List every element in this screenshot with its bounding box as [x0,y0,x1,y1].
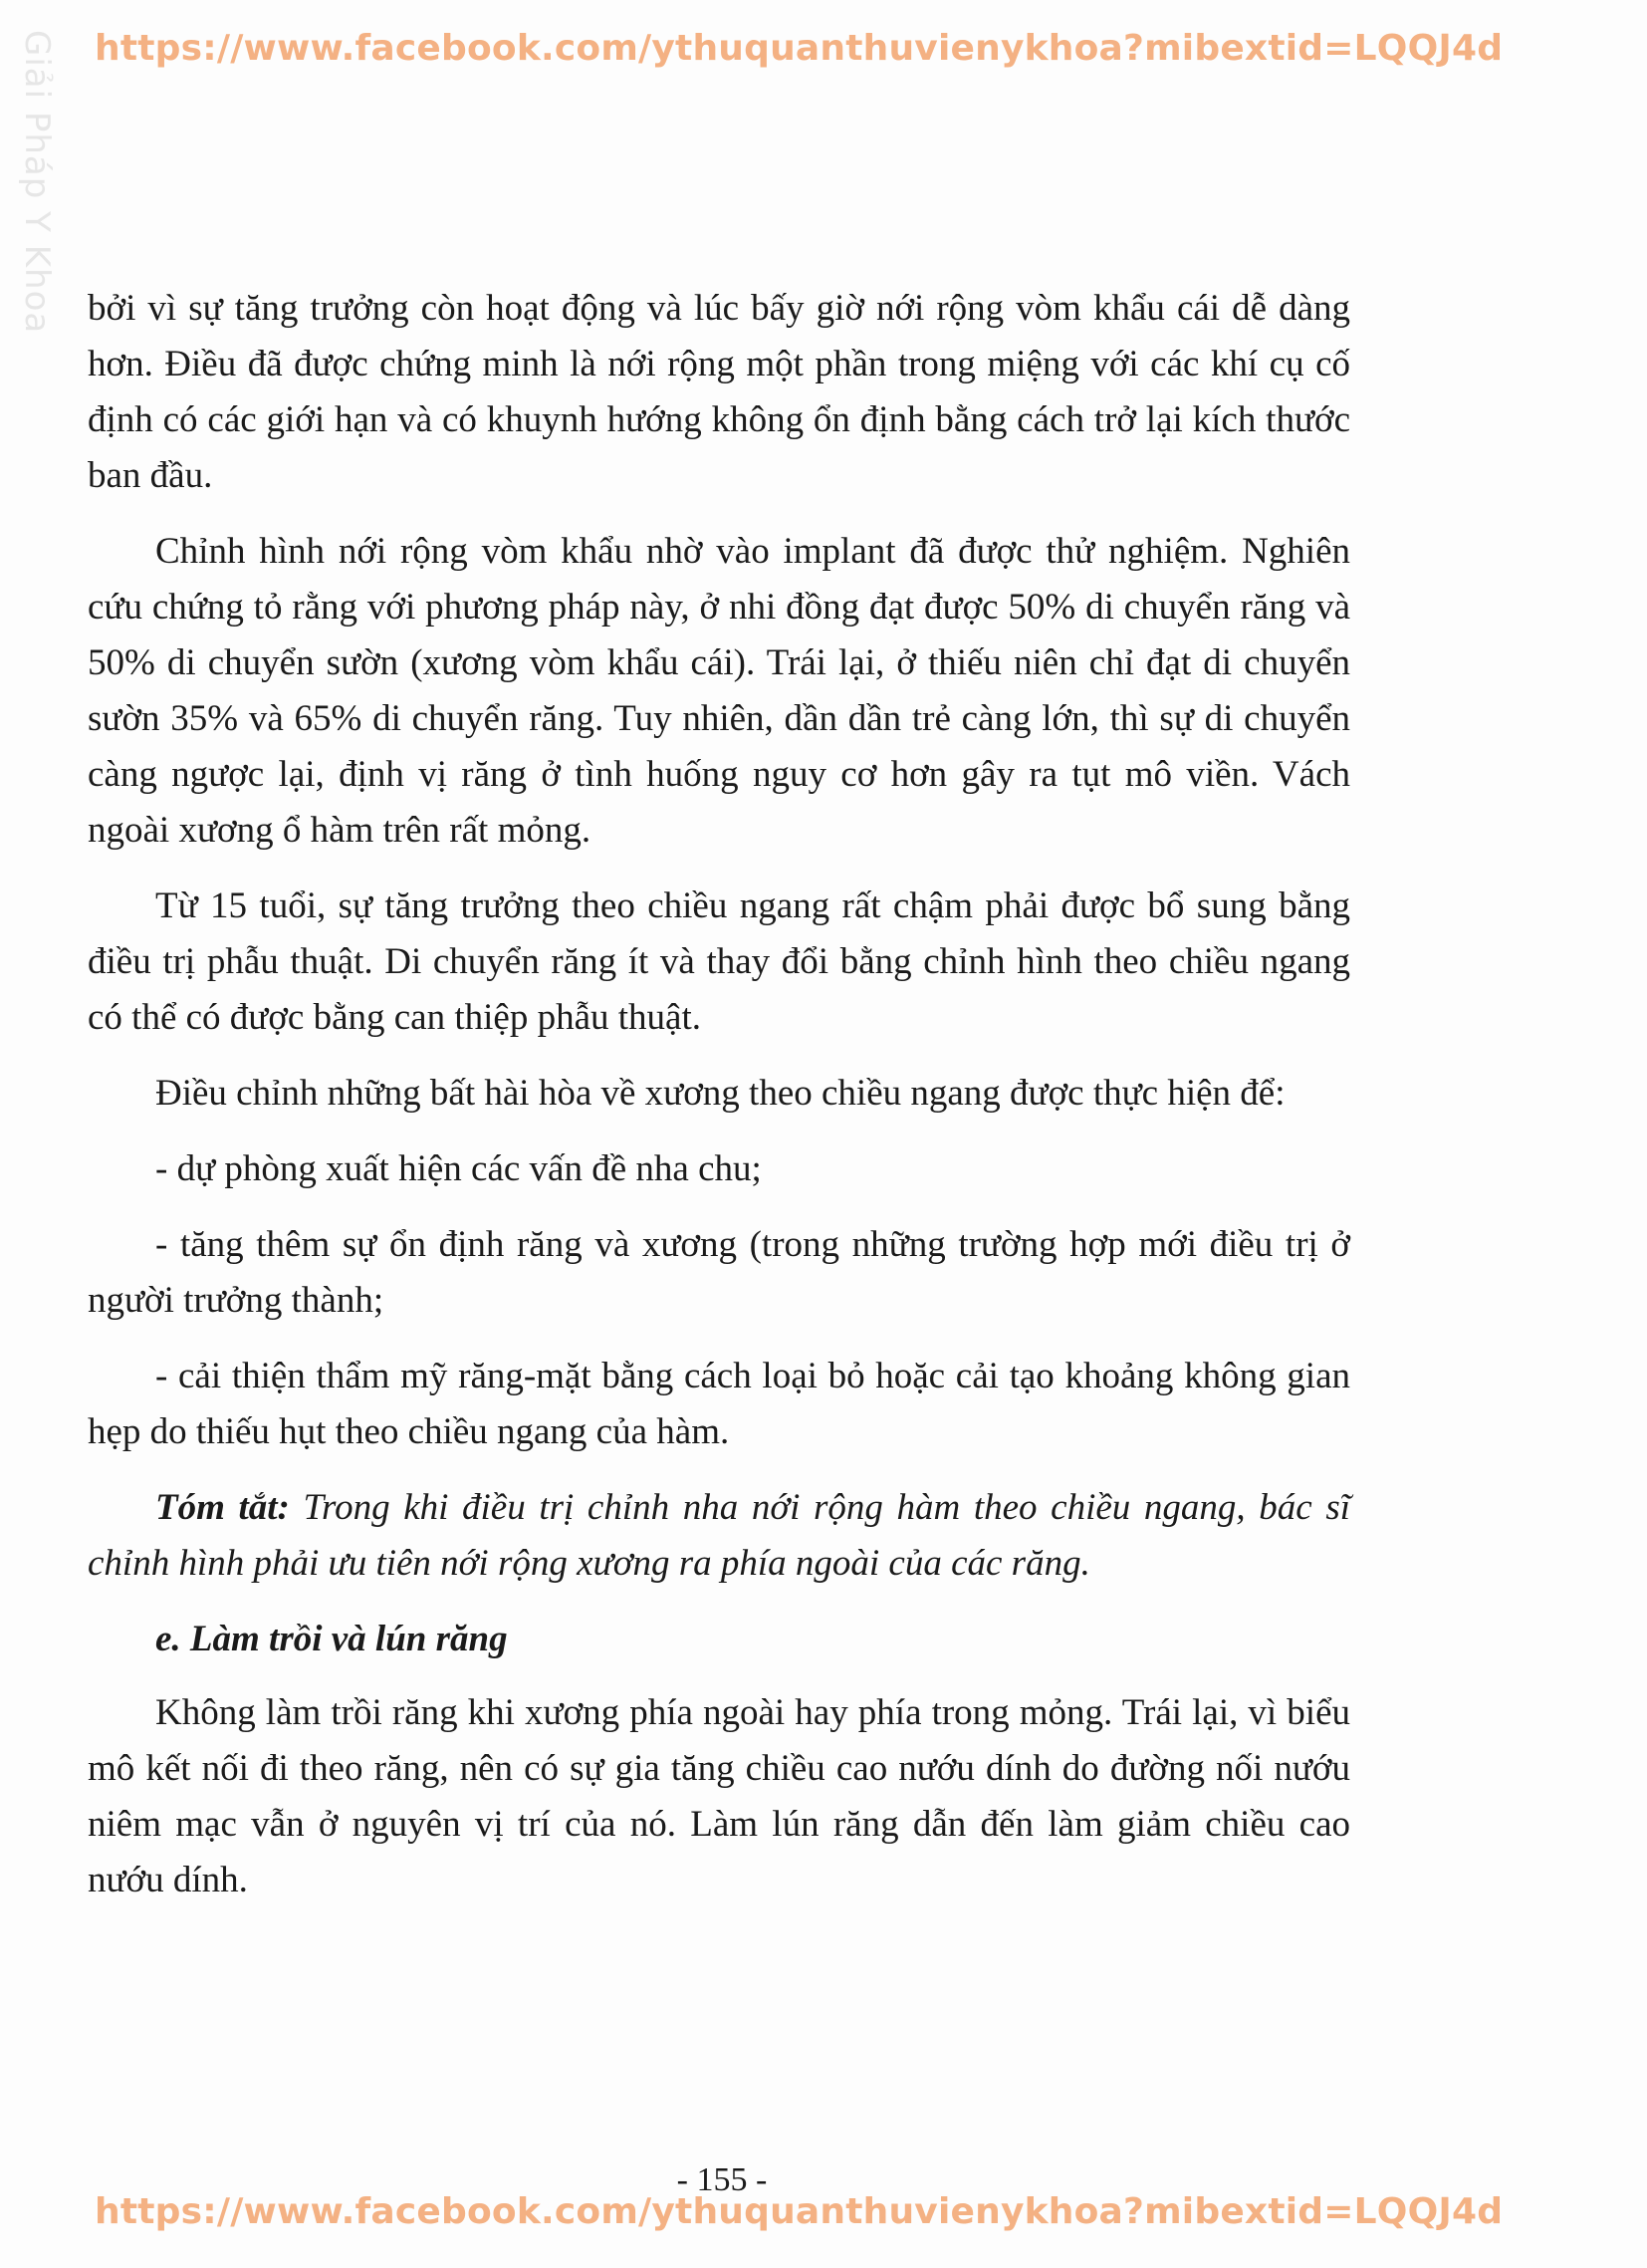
side-watermark-text: Giải Pháp Y Khoa [17,30,57,335]
paragraph-age-15: Từ 15 tuổi, sự tăng trưởng theo chiều ngang rất chậm phải được bổ sung bằng điều trị phẫu thuật. Di chuyển răng ít và thay đổi bằng chỉnh hình theo chiều ngang có thể có được bằng can thiệp phẫu thuật. [88,885,1350,1038]
list-item-periodontal: - dự phòng xuất hiện các vấn đề nha chu; [155,1148,762,1189]
paragraph-implant: Chỉnh hình nới rộng vòm khẩu nhờ vào implant đã được thử nghiệm. Nghiên cứu chứng tỏ rằng với phương pháp này, ở nhi đồng đạt được 50% di chuyển răng và 50% di chuyển sườn (xương vòm khẩu cái). Trái lại, ở thiếu niên chỉ đạt di chuyển sườn 35% và 65% di chuyển răng. Tuy nhiên, dần dần trẻ càng lớn, thì sự di chuyển càng ngược lại, định vị răng ở tình huống nguy cơ hơn gây ra tụt mô viền. Vách ngoài xương ổ hàm trên rất mỏng. [88,531,1350,851]
body-text [88,281,1350,1928]
summary-lead: Tóm tắt: [155,1487,290,1528]
section-heading: e. Làm trồi và lún răng [155,1619,508,1659]
section-paragraph: Không làm trồi răng khi xương phía ngoài hay phía trong mỏng. Trái lại, vì biểu mô kết nối đi theo răng, nên có sự gia tăng chiều cao nướu dính do đường nối nướu niêm mạc vẫn ở nguyên vị trí của nó. Làm lún răng dẫn đến làm giảm chiều cao nướu dính. [88,1692,1350,1900]
list-item-aesthetics: - cải thiện thẩm mỹ răng-mặt bằng cách loại bỏ hoặc cải tạo khoảng không gian hẹp do thiếu hụt theo chiều ngang của hàm. [88,1356,1350,1452]
page-number: - 155 - [676,2161,768,2198]
side-watermark [12,30,62,349]
paragraph-continuation: bởi vì sự tăng trưởng còn hoạt động và lúc bấy giờ nới rộng vòm khẩu cái dễ dàng hơn. Điều đã được chứng minh là nới rộng một phần trong miệng với các khí cụ cố định có các giới hạn và có khuynh hướng không ổn định bằng cách trở lại kích thước ban đầu. [88,288,1350,496]
summary-paragraph [88,1480,1350,1592]
paragraph-correction-intro: Điều chỉnh những bất hài hòa về xương theo chiều ngang được thực hiện để: [155,1073,1286,1114]
watermark-url-top: https://www.facebook.com/ythuquanthuvienykhoa?mibextid=LQQJ4d [95,28,1504,69]
watermark-url-bottom: https://www.facebook.com/ythuquanthuvienykhoa?mibextid=LQQJ4d [95,2191,1504,2232]
summary-text: Trong khi điều trị chỉnh nha nới rộng hàm theo chiều ngang, bác sĩ chỉnh hình phải ưu tiên nới rộng xương ra phía ngoài của các răng. [88,1487,1351,1584]
list-item-stability: - tăng thêm sự ổn định răng và xương (trong những trường hợp mới điều trị ở người trưởng thành; [88,1224,1350,1321]
